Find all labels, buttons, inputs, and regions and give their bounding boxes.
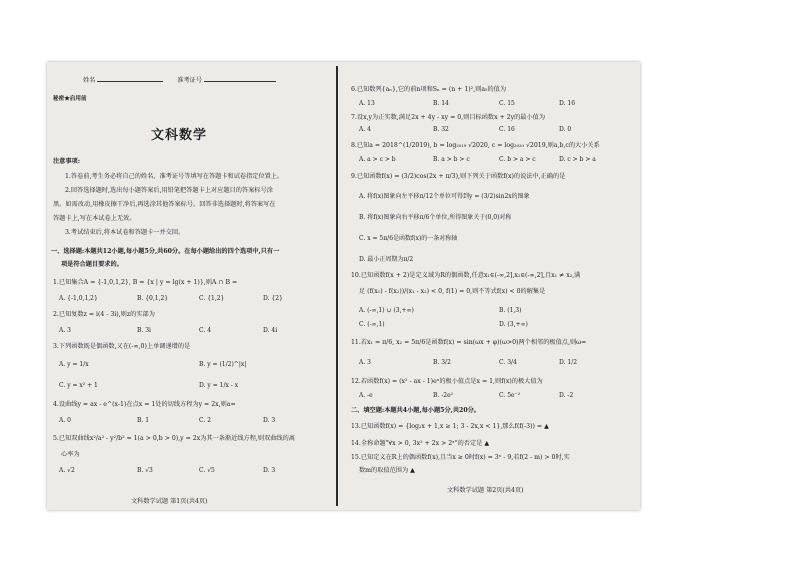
option: D. 1/2 <box>559 359 578 366</box>
question-15-text: 数m的取值范围为 <box>359 467 409 474</box>
option: C. 5e⁻² <box>499 392 521 399</box>
question-2: 2.已知复数z = i(4 - 3i),则z的实部为 <box>53 311 155 318</box>
option: D. 16 <box>559 100 576 107</box>
option: D. -2 <box>559 392 574 399</box>
option: A. 0 <box>59 417 71 424</box>
page-2 <box>343 62 640 510</box>
option: B. {0,1,2} <box>137 295 169 302</box>
option: A. 13 <box>359 100 375 107</box>
option: A. 3 <box>59 327 71 334</box>
question-8: 8.已知a = 2018^(1/2019), b = log₂₀₁₉ √2020, c = log₂₀₂₀ √2019,则a,b,c的大小关系 <box>351 142 600 149</box>
question-14-text: 14.全称命题"∀x > 0, 3x² + 2x > 2ˣ"的否定是 <box>351 440 483 447</box>
option: D. 3 <box>263 417 276 424</box>
option: B. √3 <box>137 467 153 474</box>
option: B. 3i <box>137 327 151 334</box>
option: D. 0 <box>559 126 572 133</box>
option: A. -e <box>359 392 373 399</box>
page-footer: 文科数学试题 第2页(共4页) <box>447 487 524 494</box>
option: A. 4 <box>359 126 371 133</box>
question-6: 6.已知数列{aₙ},它的前n项和Sₙ = (n + 1)²,则a₅的值为 <box>351 86 507 93</box>
question-13 <box>351 423 549 431</box>
question-10-cont: 足 (f(x₁) - f(x₂))/(x₁ - x₂) < 0, f(1) = 0,则不等式f(x) < 0的解集是 <box>359 288 546 295</box>
answer-mark: ▲ <box>484 440 490 447</box>
option: D. c > b > a <box>559 156 596 163</box>
section-heading: 二、填空题:本题共4小题,每小题5分,共20分。 <box>351 407 480 414</box>
option: B. a > b > c <box>433 156 470 163</box>
option: C. y = x² + 1 <box>59 382 98 389</box>
option: C. 2 <box>199 417 212 424</box>
question-10: 10.已知函数f(x + 2)是定义域为R的偶函数,任意x₁∈(-∞,2],x₂∈(-∞,2],且x₁ ≠ x₂,满 <box>351 272 581 279</box>
answer-mark: ▲ <box>544 423 549 430</box>
question-5: 5.已知双曲线x²/a² - y²/b² = 1(a > 0,b > 0),y = 2x为其一条渐近线方程,则双曲线的离 <box>53 435 295 442</box>
option: B. -2e² <box>433 392 454 399</box>
question-9: 9.已知函数f(x) = (3/2)cos(2x + π/3),则下列关于函数f(x)的说法中,正确的是 <box>351 173 566 180</box>
option: D. {2} <box>263 295 283 302</box>
question-13-text: 13.已知函数f(x) = {log₂x + 1,x ≥ 1; 3 - 2x,x < 1},那么f(f(-3)) = <box>351 423 543 430</box>
notice-line: 2.回答选择题时,选出每小题答案后,用铅笔把答题卡上对应题目的答案标号涂 <box>65 187 273 194</box>
section-heading: 项是符合题目要求的。 <box>61 261 123 268</box>
option: B. 32 <box>433 126 449 133</box>
option: A. (-∞,1) ∪ (3,+∞) <box>359 307 414 314</box>
column-divider <box>336 66 338 506</box>
option: C. 15 <box>499 100 515 107</box>
option: D. (3,+∞) <box>499 321 528 328</box>
answer-mark: ▲ <box>410 467 415 474</box>
option: A. a > c > b <box>359 156 396 163</box>
name-field <box>97 75 163 82</box>
option: B. 14 <box>433 100 449 107</box>
section-heading: 一、选择题:本题共12小题,每小题5分,共60分。在每小题给出的四个选项中,只有一 <box>51 248 280 255</box>
option: C. x = 5π/6是函数f(x)的一条对称轴 <box>359 235 458 242</box>
question-3: 3.下列函数既是偶函数,又在(-∞,0)上单调递增的是 <box>53 343 191 350</box>
question-5-cont: 心率为 <box>61 451 80 458</box>
notice-title: 注意事项: <box>53 158 81 165</box>
option: A. 3 <box>359 359 371 366</box>
option: A. 将f(x)图象向左平移π/12个单位可得到y = (3/2)sin2x的图象 <box>359 193 530 200</box>
option: C. b > a > c <box>499 156 536 163</box>
option: D. 最小正周期为π/2 <box>359 256 414 263</box>
notice-line: 1.答卷前,考生务必将自己的姓名、准考证号等填写在答题卡和试卷指定位置上。 <box>65 173 284 180</box>
option: B. y = (1/2)^|x| <box>199 361 247 368</box>
notice-line: 答题卡上,写在本试卷上无效。 <box>53 215 136 222</box>
option: D. 4i <box>263 327 278 334</box>
option: C. (-∞,1) <box>359 321 385 328</box>
secret-mark: 秘密★启用前 <box>53 96 87 102</box>
option: D. y = 1/x - x <box>199 382 239 389</box>
option: A. {-1,0,1,2} <box>59 295 98 302</box>
option: D. 3 <box>263 467 276 474</box>
exam-no-field <box>204 75 276 82</box>
question-11: 11.若x₁ = π/6, x₂ = 5π/6是函数f(x) = sin(ωx + φ)(ω>0)两个相邻的极值点,则ω= <box>351 339 587 346</box>
option: C. 16 <box>499 126 515 133</box>
question-15: 15.已知定义在R上的偶函数f(x),且当x ≥ 0时f(x) = 3ˣ - 9,若f(2 - m) > 0时,实 <box>351 454 570 461</box>
option: C. 3/4 <box>499 359 517 366</box>
notice-line: 黑。如需改动,用橡皮擦干净后,再选涂其他答案标号。回答非选择题时,将答案写在 <box>53 201 276 208</box>
option: C. 4 <box>199 327 212 334</box>
name-label: 姓名 <box>83 77 96 84</box>
option: B. (1,3) <box>499 307 522 314</box>
question-1: 1.已知集合A = {-1,0,1,2}, B = {x | y = lg(x + 1)},则A ∩ B = <box>53 279 238 286</box>
notice-line: 3.考试结束后,将本试卷和答题卡一并交回。 <box>65 229 185 236</box>
question-7: 7.设x,y为正实数,满足2x + 4y - xy = 0,则目标函数x + 2y的最小值为 <box>351 114 546 121</box>
question-15-cont <box>359 467 415 475</box>
question-4: 4.设曲线y = ax - e^(x-1)在点x = 1处的切线方程为y = 2x,则a= <box>53 401 236 408</box>
question-12: 12.若函数f(x) = (x² - ax - 1)eˣ的极小值点是x = 1,则f(x)的极大值为 <box>351 378 543 385</box>
option: C. {1,2} <box>199 295 225 302</box>
option: A. √2 <box>59 467 75 474</box>
exam-no-label: 准考证号 <box>177 77 203 84</box>
option: B. 将f(x)图象向右平移π/6个单位,所得图象关于(0,0)对称 <box>359 214 512 221</box>
question-14 <box>351 440 489 448</box>
page-1 <box>47 62 335 510</box>
option: C. √5 <box>199 467 215 474</box>
option: A. y = 1/x <box>59 361 89 368</box>
option: B. 3/2 <box>433 359 451 366</box>
page-footer: 文科数学试题 第1页(共4页) <box>131 498 208 505</box>
page-title: 文科数学 <box>151 128 208 143</box>
option: B. 1 <box>137 417 150 424</box>
exam-sheet <box>47 62 640 510</box>
candidate-header <box>83 75 276 85</box>
